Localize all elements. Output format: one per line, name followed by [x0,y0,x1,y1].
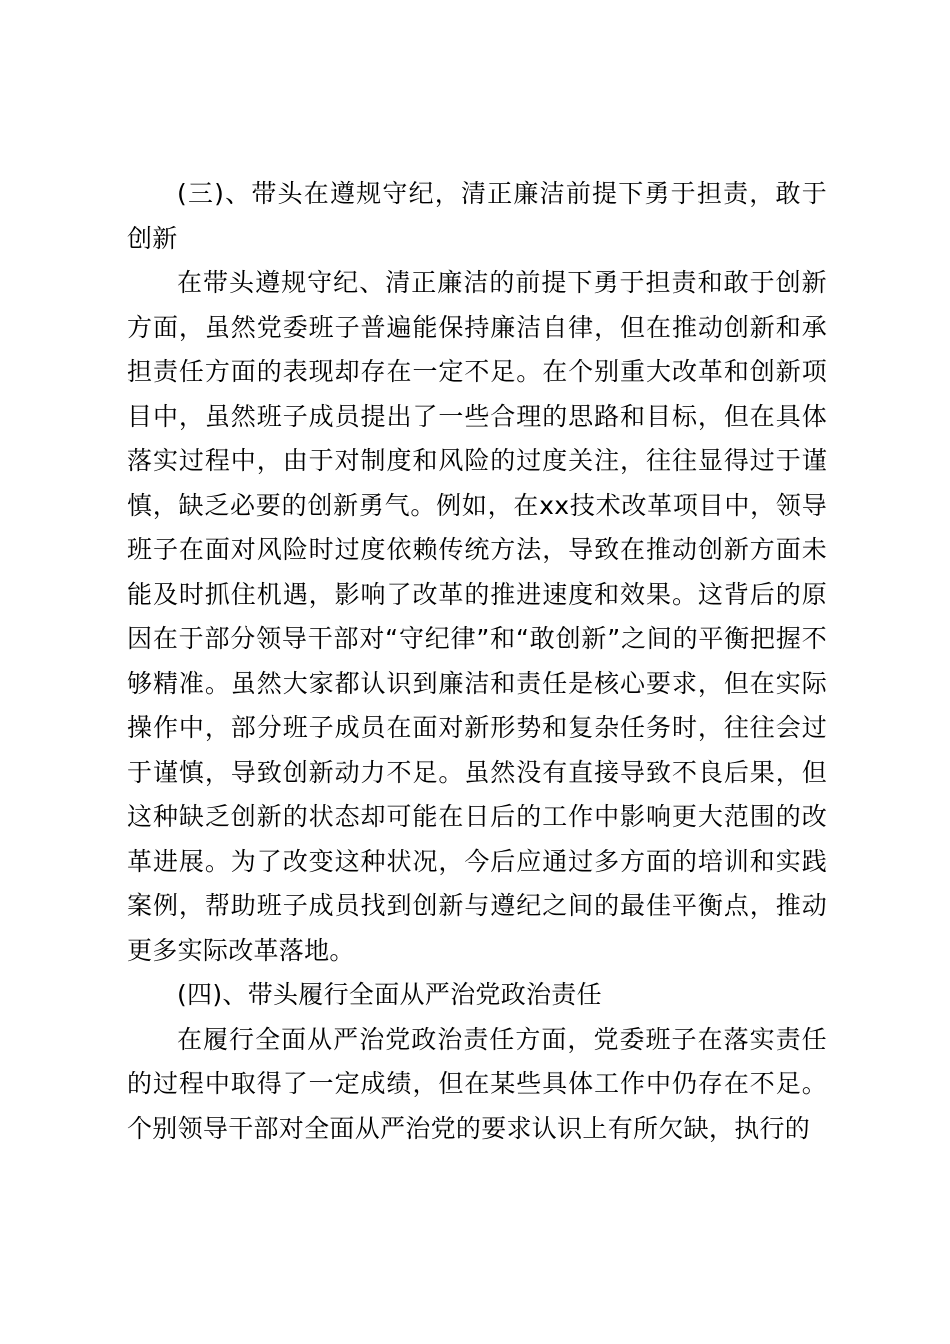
document-body [127,172,827,1151]
section-4-paragraph: 在履行全面从严治党政治责任方面，党委班子在落实责任的过程中取得了一定成绩，但在某些具体工作中仍存在不足。个别领导干部对全面从严治党的要求认识上有所欠缺，执行的 [127,1024,827,1143]
section-3-heading: (三)、带头在遵规守纪，清正廉洁前提下勇于担责，敢于创新 [127,179,827,253]
section-4-heading: (四)、带头履行全面从严治党政治责任 [177,980,602,1009]
section-3-paragraph: 在带头遵规守纪、清正廉洁的前提下勇于担责和敢于创新方面，虽然党委班子普遍能保持廉洁自律，但在推动创新和承担责任方面的表现却存在一定不足。在个别重大改革和创新项目中，虽然班子成员提出了一些合理的思路和目标，但在具体落实过程中，由于对制度和风险的过度关注，往往显得过于谨慎，缺乏必要的创新勇气。例如，在xx技术改革项目中，领导班子在面对风险时过度依赖传统方法，导致在推动创新方面未能及时抓住机遇，影响了改革的推进速度和效果。这背后的原因在于部分领导干部对“守纪律”和“敢创新”之间的平衡把握不够精准。虽然大家都认识到廉洁和责任是核心要求，但在实际操作中，部分班子成员在面对新形势和复杂任务时，往往会过于谨慎，导致创新动力不足。虽然没有直接导致不良后果，但这种缺乏创新的状态却可能在日后的工作中影响更大范围的改革进展。为了改变这种状况，今后应通过多方面的培训和实践案例，帮助班子成员找到创新与遵纪之间的最佳平衡点，推动更多实际改革落地。 [127,268,827,965]
